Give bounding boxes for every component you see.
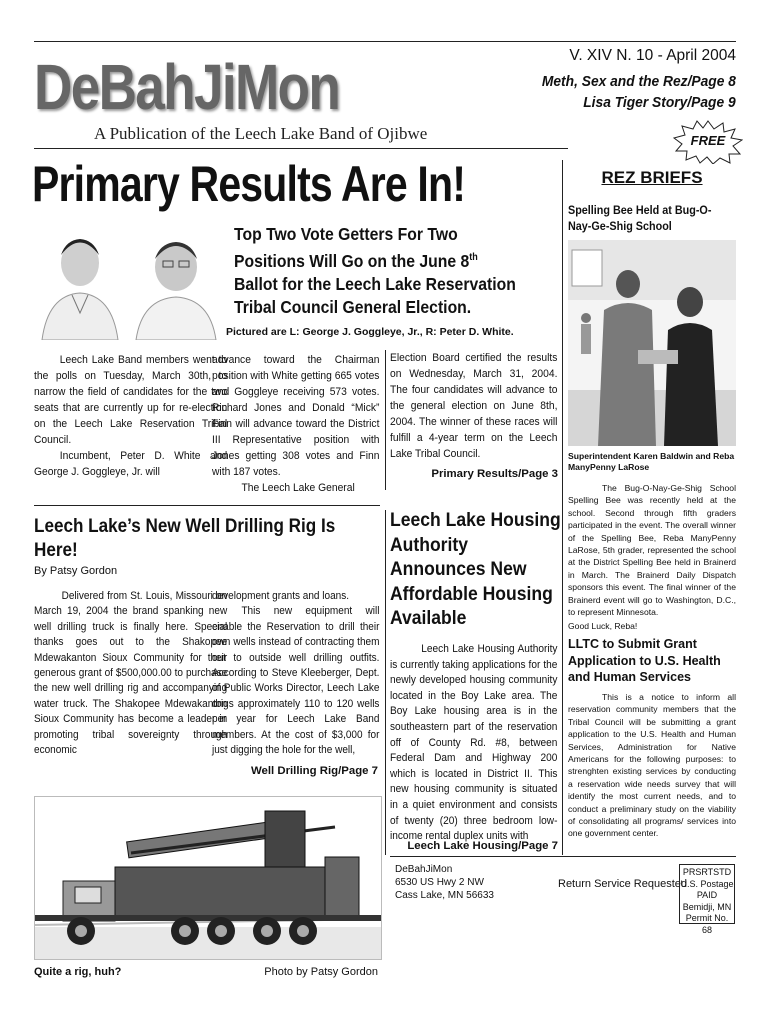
portrait-icon — [130, 215, 222, 340]
lead-photo-caption: Pictured are L: George J. Goggleye, Jr., R: Peter D. White. — [226, 326, 514, 338]
rez-briefs-heading: REZ BRIEFS — [601, 168, 703, 187]
lead-col-3-p1: Election Board certified the results on Wednesday, March 31, 2004. The four candidates will advance to the general election on June 8th, 2004. The winner of these races will fulfill a 4-year term on the Leech Lake Tribal Council. — [390, 352, 558, 460]
top-rule — [34, 41, 736, 42]
lead-col-2-p2: The Leech Lake General — [241, 482, 355, 494]
issue-line: V. XIV N. 10 - April 2004 — [569, 47, 736, 64]
brief-1-body-text: The Bug-O-Nay-Ge-Shig School Spelling Bee was recently held at the school. Second through fifth graders participated in the event. The overall winner of the Spelling Bee, Reba ManyPenny LaRose, 5th grader, represented the school at the District Spelling Bee held in Brainerd in March. The Brainerd Daily Dispatch sponsors this event. The final winner of the Brainerd event will go to Washington, D.C., to represent Minnesota. — [568, 483, 736, 618]
lead-col-1 — [34, 352, 227, 480]
lead-col-1-p2: Incumbent, Peter D. White and George J. Goggleye, Jr. will — [34, 450, 228, 478]
well-headline: Leech Lake’s New Well Drilling Rig Is Here! — [34, 516, 336, 561]
teaser-1[interactable]: Meth, Sex and the Rez/Page 8 — [541, 73, 736, 90]
well-rule — [34, 505, 380, 506]
subhead-line-2-text: Positions Will Go on the June 8 — [234, 250, 470, 271]
postage-permit-box — [679, 864, 735, 935]
permit-line-1: PRSRTSTD — [682, 867, 732, 877]
spelling-bee-photo-caption: Superintendent Karen Baldwin and Reba ManyPenny LaRose — [568, 451, 735, 472]
well-byline: By Patsy Gordon — [34, 565, 118, 577]
permit-line-2: U.S. Postage — [680, 878, 734, 889]
well-col-2 — [212, 589, 379, 758]
permit-line-4: Bemidji, MN — [682, 901, 732, 912]
well-jump-link[interactable]: Well Drilling Rig/Page 7 — [250, 765, 378, 777]
lead-col-2 — [212, 352, 379, 496]
brief-2-title: LLTC to Submit Grant Application to U.S. Health and Human Services — [568, 637, 721, 684]
brief-1-close: Good Luck, Reba! — [568, 621, 638, 632]
lead-col-2-p1: advance toward the Chairman position with White getting 665 votes and Goggleye receiving 573 votes. Richard Jones and Donald “Mick” Finn will advance toward the District III Representative position with Jones getting 308 votes and Finn with 187 votes. — [212, 354, 380, 478]
drilling-rig-truck-icon — [35, 797, 381, 959]
brief-1-body — [568, 482, 736, 633]
lead-subhead — [234, 223, 516, 319]
subhead-line-3: Ballot for the Leech Lake Reservation — [234, 273, 516, 294]
masthead-rule — [34, 148, 568, 149]
housing-jump-link[interactable]: Leech Lake Housing/Page 7 — [407, 840, 558, 852]
spelling-bee-scene-icon — [568, 240, 736, 446]
subhead-line-1: Top Two Vote Getters For Two — [234, 224, 458, 244]
mailing-city: Cass Lake, MN 56633 — [395, 890, 494, 901]
lead-col-1-p1: Leech Lake Band members went to the polls on Tuesday, March 30th, to narrow the field of candidates for the two seats that are currently up for re-election on the Leech Lake Reservation Tribal Council. — [34, 354, 228, 446]
mailing-address — [395, 863, 494, 902]
brief-1-title: Spelling Bee Held at Bug-O-Nay-Ge-Shig School — [568, 203, 712, 233]
lead-headline: Primary Results Are In! — [32, 156, 466, 212]
masthead-title: DeBahJiMon — [34, 51, 340, 123]
lead-col-3 — [390, 350, 557, 462]
photo-spelling-bee — [568, 240, 736, 446]
free-label: FREE — [690, 133, 726, 148]
brief-2-body-text: This is a notice to inform all reservation community members that the Tribal Council will be submitting a grant application to the U.S. Health and Human Services, Administration for Native Americans for the following purposes: to strenghten existing services by conducting a reservation wide needs survey that will identify the most current needs, and to conduct a preliminary study on the viability of consolidating all programs/ services into one government center. — [568, 692, 736, 839]
teaser-2[interactable]: Lisa Tiger Story/Page 9 — [583, 94, 736, 111]
lead-col-divider-a — [385, 350, 386, 490]
lead-jump-link[interactable]: Primary Results/Page 3 — [431, 468, 558, 480]
mailing-street: 6530 US Hwy 2 NW — [395, 877, 484, 888]
photo-well-drilling-rig — [34, 796, 382, 960]
brief-2-body — [568, 691, 736, 840]
permit-line-3: PAID — [696, 890, 718, 901]
photo-george-goggleye — [34, 215, 126, 340]
well-col-2-p1: development grants and loans. — [212, 590, 350, 602]
mailing-rule — [390, 856, 736, 857]
return-service: Return Service Requested — [558, 878, 688, 890]
well-col-1-text: Delivered from St. Louis, Missouri on March 19, 2004 the brand spanking new well drilling truck is finally here. Special thanks goes out to the Shakopee Mdewakanton Sioux Community for their generous grant of $500,000.00 to purchase the new well drilling rig and accompanying water truck. The Shakopee Mdewakanton Sioux Community has become a leader in promoting tribal sovereignty through economic — [34, 590, 228, 757]
housing-body-text: Leech Lake Housing Authority is currently taking applications for the newly developed housing community located in the Boy Lake area. The Boy Lake housing area is in the southeastern part of the reservation off of County Rd. #8, between Federal Dam and Highway 200 which is located in District II. This new housing community is situated in a quiet environment and consists of twenty (20) three bedroom low-income rental duplex units with — [390, 643, 558, 843]
lead-col-divider-b — [385, 510, 386, 855]
rig-photo-credit: Photo by Patsy Gordon — [264, 966, 378, 978]
permit-line-5: Permit No. 68 — [685, 913, 729, 935]
briefs-divider — [562, 160, 563, 855]
subhead-line-2 — [234, 246, 516, 273]
portrait-icon — [34, 215, 126, 340]
photo-peter-white — [130, 215, 222, 340]
housing-headline: Leech Lake Housing Authority Announces New Affordable Housing Available — [390, 509, 561, 629]
subhead-line-4: Tribal Council General Election. — [234, 296, 472, 317]
mailing-name: DeBahJiMon — [395, 864, 453, 875]
masthead-tagline: A Publication of the Leech Lake Band of Ojibwe — [94, 124, 428, 143]
subhead-sup: th — [469, 252, 478, 263]
well-col-2-p2: This new equipment will enable the Reservation to drill their own wells instead of contracting them out to outside well drilling outfits. According to Steve Kleeberger, Dept. of Public Works Director, Leech Lake drigs approximately 110 to 120 wells per year for Leech Lake Band members. At the cost of $3,000 for just digging the hole for the well, — [212, 605, 380, 757]
rig-photo-caption: Quite a rig, huh? — [34, 966, 122, 978]
well-col-1 — [34, 589, 227, 758]
housing-body — [390, 642, 557, 845]
